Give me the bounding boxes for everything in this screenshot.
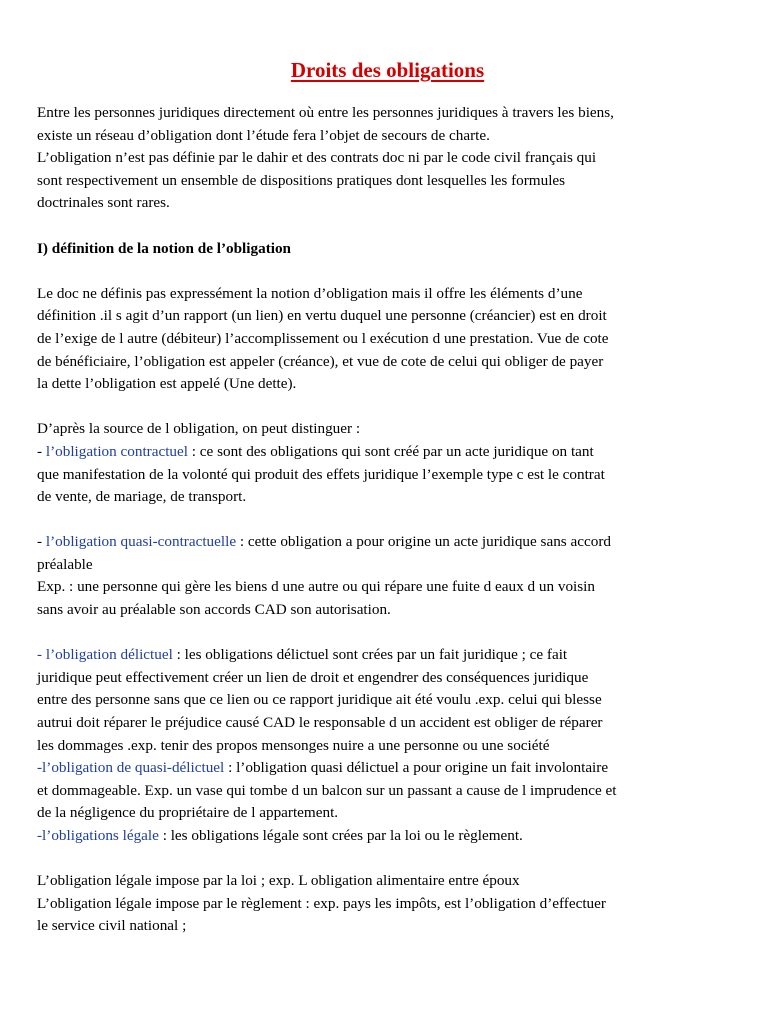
delictuel-line: les dommages .exp. tenir des propos mensonges nuire a une personne ou une société — [37, 736, 550, 754]
definition-line: de l’exige de l autre (débiteur) l’accomplissement ou l exécution d une prestation. Vue de cote — [37, 329, 609, 347]
definition-line: Le doc ne définis pas expressément la notion d’obligation mais il offre les éléments d’une — [37, 284, 583, 302]
intro-line: existe un réseau d’obligation dont l’étude fera l’objet de secours de charte. — [37, 126, 490, 144]
definition-line: définition .il s agit d’un rapport (un lien) en vertu duquel une personne (créancier) est en droit — [37, 307, 607, 325]
spacer — [37, 396, 738, 419]
definition-line: de bénéficiaire, l’obligation est appeler (créance), et vue de cote de celui qui obliger de payer — [37, 352, 604, 370]
spacer — [37, 260, 738, 283]
quasi-delictuel-line: et dommageable. Exp. un vase qui tombe d un balcon sur un passant a cause de l imprudence et — [37, 781, 617, 799]
legale-text: : les obligations légale sont crées par la loi ou le règlement. — [158, 827, 523, 844]
intro-paragraph — [37, 102, 738, 215]
delictuel-first-line — [37, 644, 738, 667]
intro-line: Entre les personnes juridiques directement où entre les personnes juridiques à travers les biens, — [37, 104, 614, 121]
distinguish-intro: D’après la source de l obligation, on peut distinguer : — [37, 420, 361, 438]
quasi-contractuelle-line: Exp. : une personne qui gère les biens d une autre ou qui répare une fuite d eaux d un voisin — [37, 578, 595, 596]
delictuel-line: autrui doit réparer le préjudice causé CAD le responsable d un accident est obliger de réparer — [37, 714, 603, 732]
quasi-contractuelle-first-line — [37, 531, 738, 554]
quasi-contractuelle-text: : cette obligation a pour origine un acte juridique sans accord — [236, 533, 611, 551]
legal-example-line: L’obligation légale impose par le règlement : exp. pays les impôts, est l’obligation d’effectuer — [37, 894, 606, 912]
term-delictuel: - l’obligation délictuel — [37, 646, 173, 664]
quasi-delictuel-line: de la négligence du propriétaire de l appartement. — [37, 804, 339, 822]
legal-example-line: L’obligation légale impose par la loi ; exp. L obligation alimentaire entre époux — [37, 872, 520, 890]
spacer — [37, 215, 738, 238]
spacer — [37, 622, 738, 645]
quasi-contractuelle-line: sans avoir au préalable son accords CAD son autorisation. — [37, 601, 391, 619]
contractuel-text: : ce sont des obligations qui sont créé par un acte juridique on tant — [187, 442, 594, 460]
intro-line: sont respectivement un ensemble de dispositions pratiques dont lesquelles les formules — [37, 171, 566, 189]
legal-example-line: le service civil national ; — [37, 917, 187, 935]
document-title: Droits des obligations — [290, 58, 485, 82]
spacer — [37, 509, 738, 532]
contractuel-first-line — [37, 441, 738, 464]
term-quasi-delictuel: -l’obligation de quasi-délictuel — [37, 759, 225, 777]
delictuel-line: juridique peut effectivement créer un lien de droit et engendrer des conséquences juridique — [37, 668, 589, 686]
quasi-contractuelle-line: préalable — [37, 555, 93, 573]
delictuel-line: entre des personne sans que ce lien ou ce rapport juridique ait été voulu .exp. celui qui blesse — [37, 691, 602, 709]
quasi-contractuelle-paragraph — [37, 531, 738, 621]
definition-paragraph — [37, 283, 738, 396]
intro-line: L’obligation n’est pas définie par le dahir et des contrats doc ni par le code civil français qui — [37, 149, 597, 167]
legal-examples-paragraph — [37, 870, 738, 938]
term-contractuel: l’obligation contractuel — [45, 442, 188, 460]
term-quasi-contractuelle: l’obligation quasi-contractuelle — [45, 533, 237, 551]
spacer — [37, 848, 738, 871]
contractuel-paragraph — [37, 418, 738, 508]
bullet-dash: - — [37, 442, 46, 460]
contractuel-line: que manifestation de la volonté qui produit des effets juridique l’exemple type c est le contrat — [37, 465, 605, 483]
legale-first-line — [37, 825, 738, 848]
bullet-dash: - — [37, 533, 46, 551]
quasi-delictuel-text: : l’obligation quasi délictuel a pour origine un fait involontaire — [224, 759, 609, 777]
definition-line: la dette l’obligation est appelé (Une dette). — [37, 375, 297, 393]
intro-line: doctrinales sont rares. — [37, 194, 170, 212]
delictuel-text: : les obligations délictuel sont crées par un fait juridique ; ce fait — [172, 646, 568, 664]
quasi-delictuel-first-line — [37, 757, 738, 780]
contractuel-line: de vente, de mariage, de transport. — [37, 488, 247, 506]
term-legale: -l’obligations légale — [37, 827, 159, 844]
delictuel-paragraph — [37, 644, 738, 847]
section-heading: I) définition de la notion de l’obligation — [37, 239, 292, 257]
